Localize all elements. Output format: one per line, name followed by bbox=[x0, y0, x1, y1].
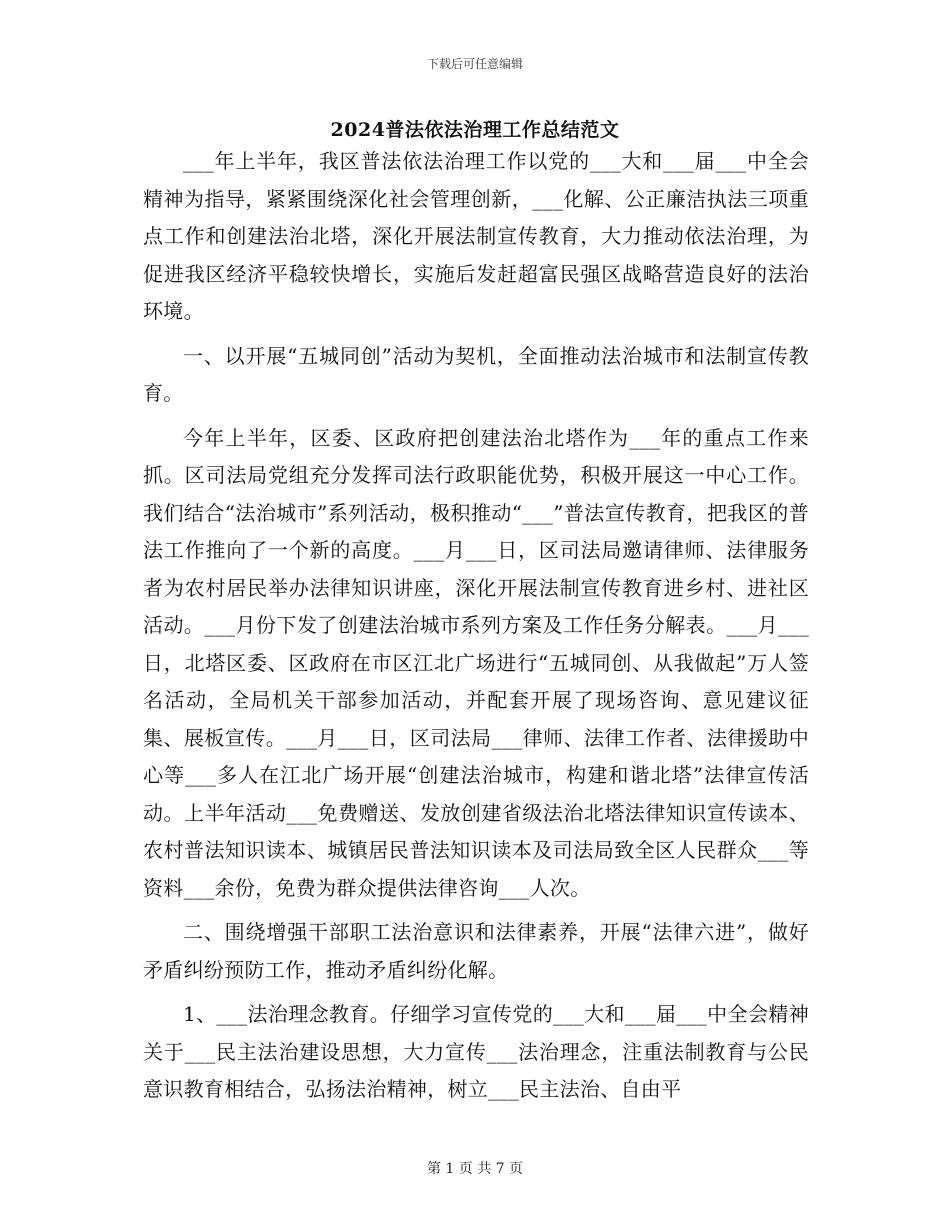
document-body bbox=[143, 143, 809, 1116]
paragraph-section-1: 今年上半年，区委、区政府把创建法治北塔作为___年的重点工作来抓。区司法局党组充分发挥司法行政职能优势，积极开展这一中心工作。我们结合“法治城市”系列活动，极积推动“___”普法宣传教育，把我区的普法工作推向了一个新的高度。___月___日，区司法局邀请律师、法律服务者为农村居民举办法律知识讲座，深化开展法制宣传教育进乡村、进社区活动。___月份下发了创建法治城市系列方案及工作任务分解表。___月___日，北塔区委、区政府在市区江北广场进行“五城同创、从我做起”万人签名活动，全局机关干部参加活动，并配套开展了现场咨询、意见建议征集、展板宣传。___月___日，区司法局___律师、法律工作者、法律援助中心等___多人在江北广场开展“创建法治城市，构建和谐北塔”法律宣传活动。上半年活动___免费赠送、发放创建省级法治北塔法律知识宣传读本、农村普法知识读本、城镇居民普法知识读本及司法局致全区人民群众___等资料___余份，免费为群众提供法律咨询___人次。 bbox=[143, 425, 809, 900]
paragraph-section-2-item-1: 1、___法治理念教育。仔细学习宣传党的___大和___届___中全会精神关于___民主法治建设思想，大力宣传___法治理念，注重法制教育与公民意识教育相结合，弘扬法治精神，树立___民主法治、自由平 bbox=[143, 1002, 809, 1101]
header-note: 下载后可任意编辑 bbox=[426, 57, 523, 71]
page-number: 第 1 页 共 7 页 bbox=[426, 1161, 524, 1177]
document-title: 2024普法依法治理工作总结范文 bbox=[330, 119, 620, 141]
section-heading-2: 二、围绕增强干部职工法治意识和法律素养，开展“法律六进”，做好矛盾纠纷预防工作，推动矛盾纠纷化解。 bbox=[143, 920, 809, 982]
paragraph-intro: ___年上半年，我区普法依法治理工作以党的___大和___届___中全会精神为指导，紧紧围绕深化社会管理创新，___化解、公正廉洁执法三项重点工作和创建法治北塔，深化开展法制宣传教育，大力推动依法治理，为促进我区经济平稳较快增长，实施后发赶超富民强区战略营造良好的法治环境。 bbox=[143, 149, 809, 323]
section-heading-1: 一、以开展“五城同创”活动为契机，全面推动法治城市和法制宣传教育。 bbox=[143, 343, 809, 405]
